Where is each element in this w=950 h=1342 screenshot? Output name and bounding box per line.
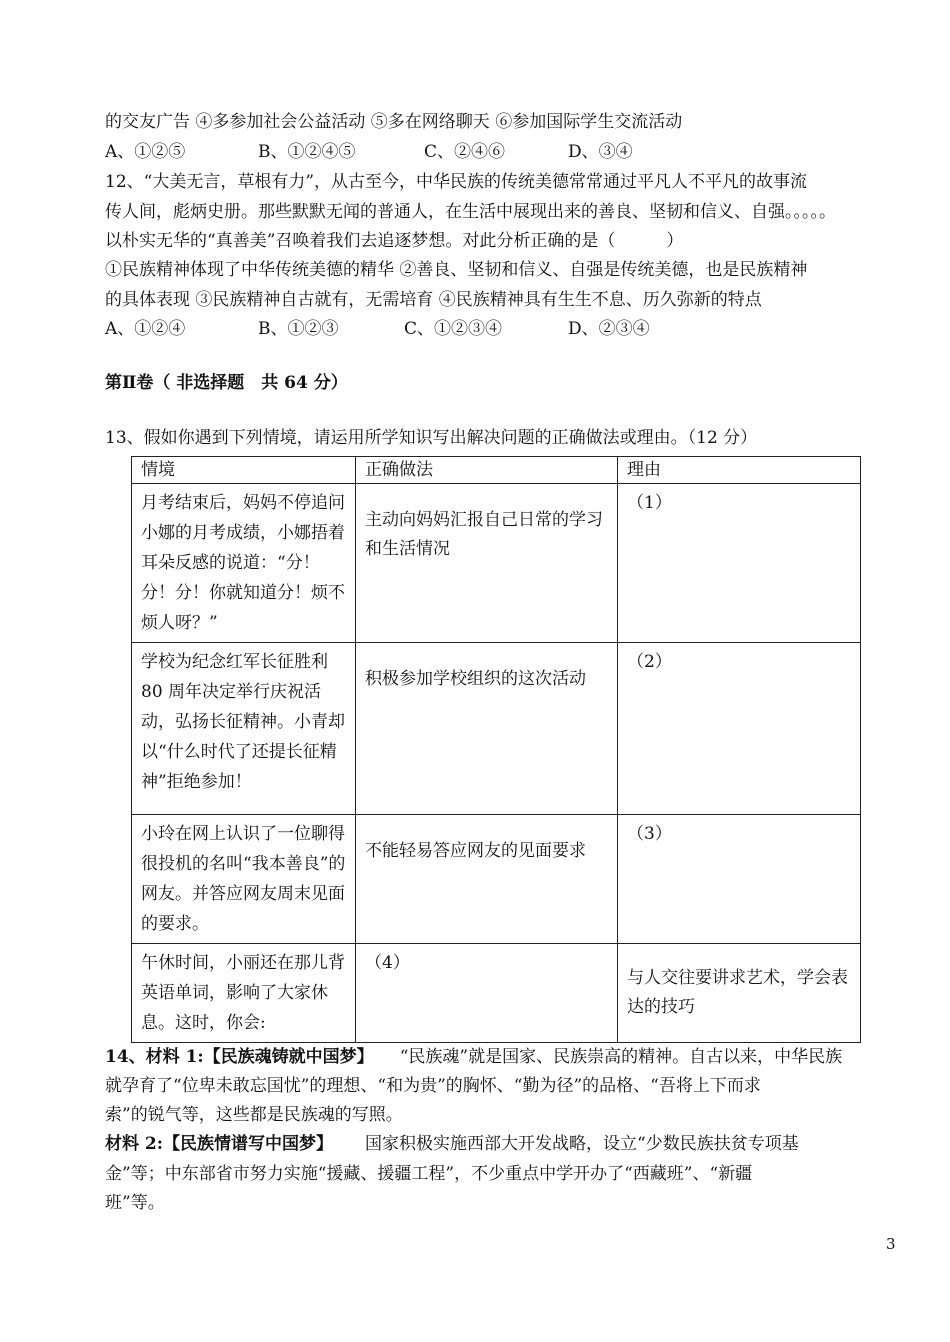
method-text: 主动向妈妈汇报自己日常的学习和生活情况: [365, 510, 603, 559]
header-method: 正确做法: [356, 457, 618, 484]
situation-text: 学校为纪念红军长征胜利 80 周年决定举行庆祝活动，弘扬长征精神。小青却以“什么时代了还提长征精神”拒绝参加！: [141, 652, 345, 792]
method-cell: [356, 944, 618, 1043]
section-2-heading: 第Ⅱ卷（ 非选择题 共 64 分）: [105, 373, 348, 393]
method-cell: [356, 815, 618, 944]
table-row: [132, 643, 861, 815]
q14-material-2-line-1: [105, 1132, 905, 1156]
q12-line-2: 传人间，彪炳史册。那些默默无闻的普通人，在生活中展现出来的善良、坚韧和信义、自强。。。。。: [105, 202, 836, 222]
situation-text: 午休时间，小丽还在那儿背英语单词，影响了大家休息。这时，你会:: [141, 953, 345, 1033]
table-row: [132, 815, 861, 944]
method-text: （4）: [365, 953, 410, 973]
material-1-text: “民族魂”就是国家、民族崇高的精神。自古以来，中华民族: [399, 1047, 843, 1067]
method-text: 不能轻易答应网友的见面要求: [365, 841, 586, 861]
situation-cell: [132, 815, 356, 944]
material-2-text: 国家积极实施西部大开发战略，设立“少数民族扶贫专项基: [365, 1134, 799, 1154]
q12-option-b: B、①②③: [258, 319, 339, 339]
method-text: 积极参加学校组织的这次活动: [365, 669, 586, 689]
reason-cell: [618, 484, 861, 643]
q11-option-d: D、③④: [568, 142, 633, 162]
situation-cell: [132, 643, 356, 815]
header-reason: 理由: [618, 457, 861, 484]
situation-text: 小玲在网上认识了一位聊得很投机的名叫“我本善良”的网友。并答应网友周末见面的要求。: [141, 824, 346, 934]
q12-option-d: D、②③④: [568, 319, 650, 339]
material-1-label: 14、材料 1:【民族魂铸就中国梦】: [105, 1047, 374, 1067]
q14-material-1-line-3: 索”的锐气等，这些都是民族魂的写照。: [105, 1105, 403, 1125]
table-row: [132, 484, 861, 643]
q12-option-c: C、①②③④: [404, 319, 503, 339]
header-situation: 情境: [132, 457, 356, 484]
q13-prompt: 13、假如你遇到下列情境，请运用所学知识写出解决问题的正确做法或理由。（12 分）: [105, 428, 758, 448]
table-row: [132, 944, 861, 1043]
table-header-row: [132, 457, 861, 484]
q12-line-1: 12、“大美无言，草根有力”，从古至今，中华民族的传统美德常常通过平凡人不平凡的故事流: [105, 172, 808, 192]
reason-cell: [618, 643, 861, 815]
q11-option-a: A、①②⑤: [105, 142, 186, 162]
page-number: 3: [886, 1235, 896, 1253]
situation-text: 月考结束后，妈妈不停追问小娜的月考成绩，小娜捂着耳朵反感的说道：“分！分！分！你就知道分！烦不烦人呀？”: [141, 493, 345, 633]
reason-cell: [618, 815, 861, 944]
q11-continuation: 的交友广告 ④多参加社会公益活动 ⑤多在网络聊天 ⑥参加国际学生交流活动: [105, 112, 683, 132]
material-2-label: 材料 2:【民族情谱写中国梦】: [105, 1134, 334, 1154]
situation-cell: [132, 944, 356, 1043]
situation-cell: [132, 484, 356, 643]
reason-text: （3）: [627, 824, 672, 844]
q14-material-1-line-2: 就孕育了“位卑未敢忘国忧”的理想、“和为贵”的胸怀、“勤为径”的品格、“吾将上下而求: [105, 1076, 761, 1096]
q12-line-5: 的具体表现 ③民族精神自古就有，无需培育 ④民族精神具有生生不息、历久弥新的特点: [105, 290, 762, 310]
q12-line-3: 以朴实无华的“真善美”召唤着我们去追逐梦想。对此分析正确的是（ ）: [105, 231, 684, 251]
method-cell: [356, 643, 618, 815]
q11-option-c: C、②④⑥: [424, 142, 506, 162]
q14-material-2-line-3: 班”等。: [105, 1193, 165, 1213]
q14-material-1-line-1: [105, 1045, 905, 1069]
reason-cell: [618, 944, 861, 1043]
reason-text: 与人交往要讲求艺术，学会表达的技巧: [627, 968, 848, 1017]
reason-text: （1）: [627, 493, 672, 513]
method-cell: [356, 484, 618, 643]
q12-option-a: A、①②④: [105, 319, 186, 339]
q12-line-4: ①民族精神体现了中华传统美德的精华 ②善良、坚韧和信义、自强是传统美德，也是民族精神: [105, 260, 808, 280]
reason-text: （2）: [627, 652, 672, 672]
q11-option-b: B、①②④⑤: [258, 142, 356, 162]
situation-table: [131, 456, 861, 1043]
q14-material-2-line-2: 金”等；中东部省市努力实施“援藏、援疆工程”，不少重点中学开办了“西藏班”、“新疆: [105, 1164, 753, 1184]
